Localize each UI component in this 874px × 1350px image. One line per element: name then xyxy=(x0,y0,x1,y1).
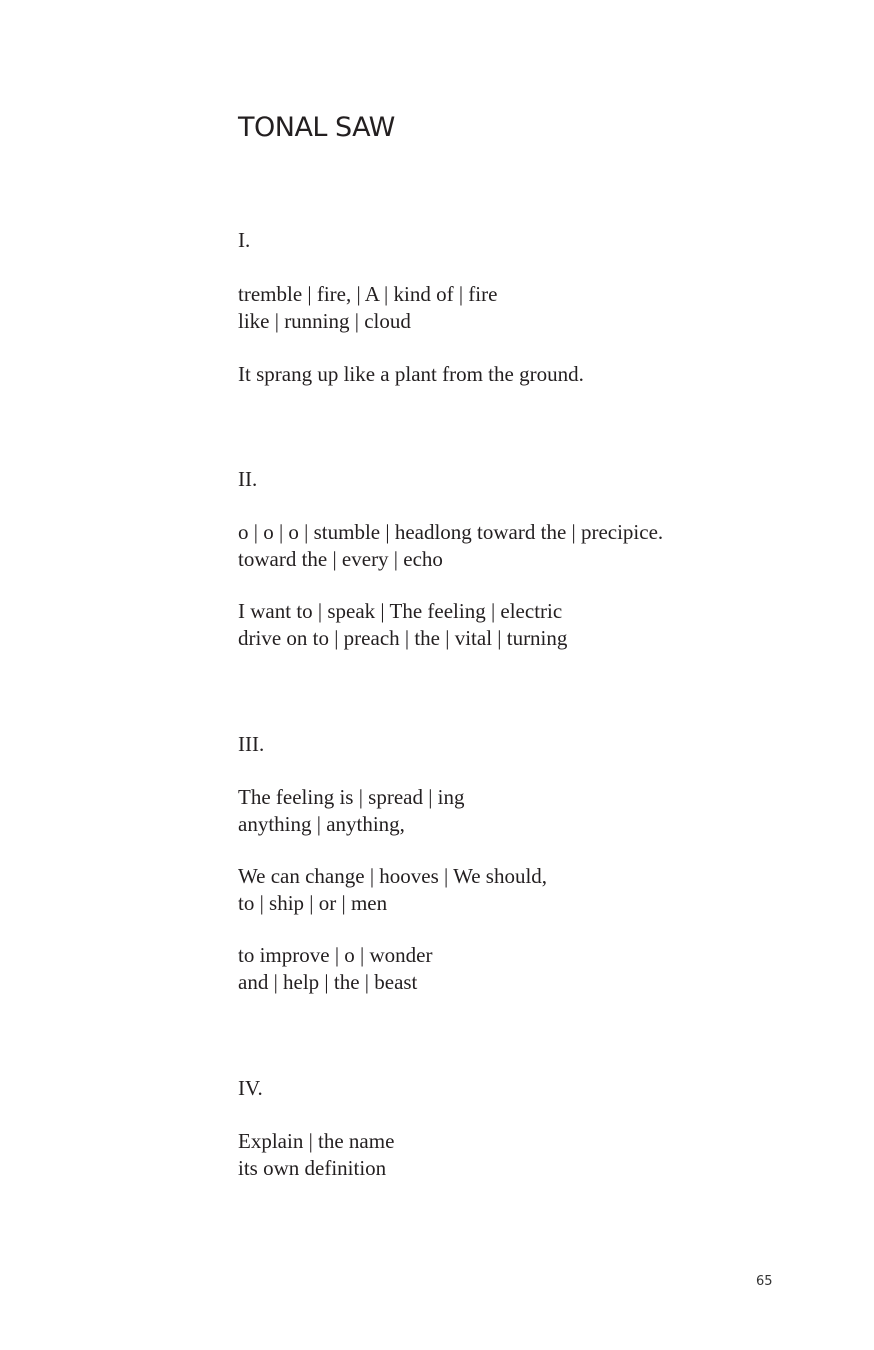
stanza xyxy=(238,942,432,995)
poem-line: anything | anything, xyxy=(238,811,405,836)
stanza xyxy=(238,361,584,388)
poem-line: tremble | fire, | A | kind of | fire xyxy=(238,282,498,306)
stanza xyxy=(238,1128,394,1181)
stanza xyxy=(238,519,663,572)
section-numeral-2: II. xyxy=(238,467,258,491)
poem-line: its own definition xyxy=(238,1155,387,1180)
poem-title: TONAL SAW xyxy=(238,112,395,143)
poem-line: I want to | speak | The feeling | electric xyxy=(238,599,563,623)
stanza xyxy=(238,784,465,837)
poem-line: to improve | o | wonder xyxy=(238,943,433,967)
stanza xyxy=(238,281,497,334)
poem-line: We can change | hooves | We should, xyxy=(238,864,548,888)
poem-line: Explain | the name xyxy=(238,1129,395,1153)
poem-line: It sprang up like a plant from the ground. xyxy=(238,362,584,386)
section-numeral-3: III. xyxy=(238,732,265,756)
section-numeral-4: IV. xyxy=(238,1076,263,1100)
stanza xyxy=(238,863,547,916)
section-numeral-1: I. xyxy=(238,228,251,252)
poem-line: toward the | every | echo xyxy=(238,546,443,571)
poem-line: drive on to | preach | the | vital | turning xyxy=(238,625,568,650)
poem-line: and | help | the | beast xyxy=(238,969,418,994)
poem-line: o | o | o | stumble | headlong toward the | precipice. xyxy=(238,520,664,544)
poem-line: like | running | cloud xyxy=(238,308,411,333)
poem-line: to | ship | or | men xyxy=(238,890,388,915)
stanza xyxy=(238,598,567,651)
page-number: 65 xyxy=(756,1274,773,1289)
poem-line: The feeling is | spread | ing xyxy=(238,785,465,809)
